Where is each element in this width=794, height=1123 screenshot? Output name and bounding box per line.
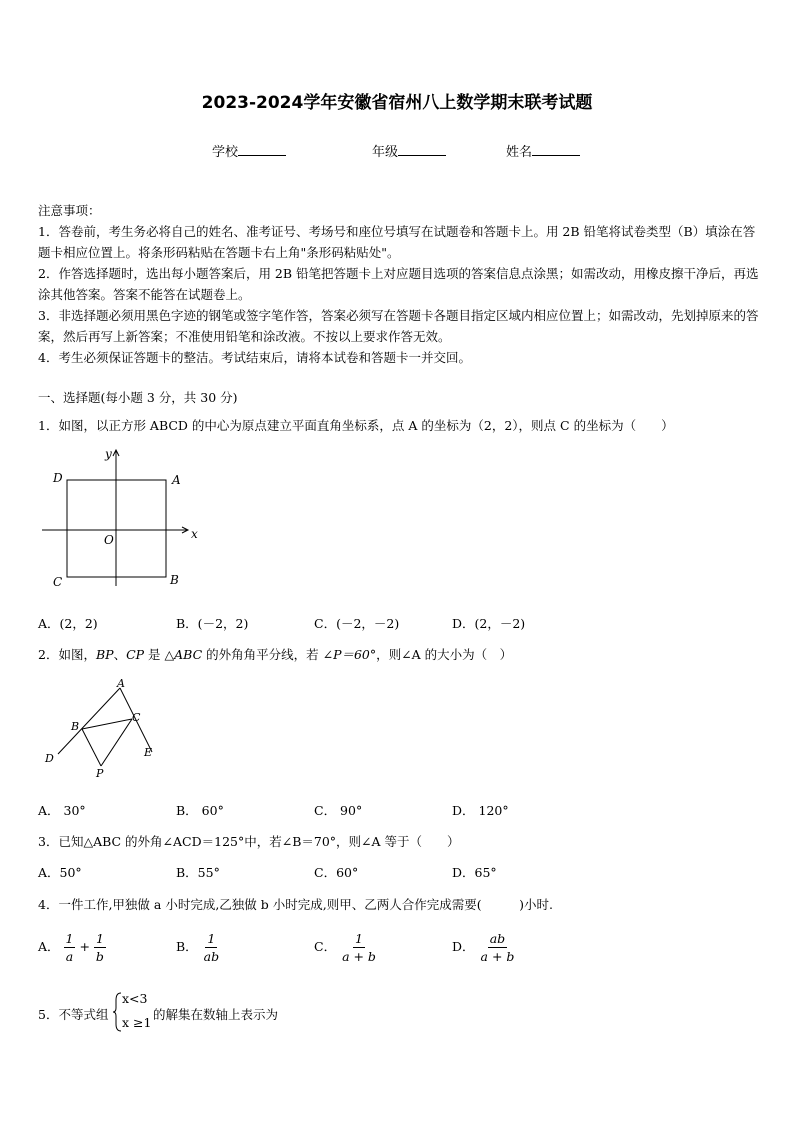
option	[314, 930, 378, 965]
q5-line1: x<3	[122, 991, 148, 1006]
numerator: 1	[207, 931, 216, 946]
point-p-label: P	[96, 767, 104, 780]
numerator: 1	[65, 931, 74, 946]
name-label: 姓名	[506, 145, 533, 160]
q2-pre: 2．如图，	[38, 647, 96, 662]
option	[38, 930, 106, 965]
denominator: a	[65, 949, 74, 964]
denominator: a + b	[342, 949, 376, 964]
q5-pre: 5．不等式组	[38, 1007, 109, 1022]
fraction	[340, 930, 378, 965]
option	[452, 930, 516, 965]
point-a-label: A	[117, 677, 125, 690]
question-4-text: 4．一件工作,甲独做 a 小时完成,乙独做 b 小时完成,则甲、乙两人合作完成需要( )小时.	[38, 897, 553, 912]
point-b-label: B	[71, 720, 80, 733]
q2-mid: 是	[144, 647, 165, 662]
numerator: ab	[489, 931, 506, 946]
q5-line2: x ≥1	[122, 1015, 152, 1030]
note-item: 4．考生必须保证答题卡的整洁。考试结束后，请将本试卷和答题卡一并交回。	[38, 350, 471, 365]
option-label: C．	[314, 939, 337, 954]
notes-heading: 注意事项：	[38, 203, 101, 218]
option: A．(2，2)	[38, 616, 98, 631]
plus-sign: +	[79, 939, 90, 954]
school-label: 学校	[212, 145, 239, 160]
option	[176, 930, 221, 965]
q2-tri: △ABC	[164, 647, 203, 662]
denominator: ab	[203, 949, 220, 964]
option: D．65°	[452, 865, 497, 880]
q2-sep: 、	[113, 647, 127, 662]
numerator: 1	[95, 931, 104, 946]
section-heading: 一、选择题(每小题 3 分，共 30 分)	[38, 390, 238, 405]
page-title: 2023-2024学年安徽省宿州八上数学期末联考试题	[201, 93, 593, 113]
question-2-figure	[38, 676, 168, 782]
note-item: 2．作答选择题时，选出每小题答案后，用 2B 铅笔把答题卡上对应题目选项的答案信息点涂黑；如需改动，用橡皮擦干净后，再选涂其他答案。答案不能答在试题卷上。	[38, 266, 759, 302]
note-item: 1．答卷前，考生务必将自己的姓名、准考证号、考场号和座位号填写在试题卷和答题卡上。用 2B 铅笔将试卷类型（B）填涂在答题卡相应位置上。将条形码粘贴在答题卡右上角"条形码粘贴处"。	[38, 224, 756, 260]
question-2-text	[38, 645, 512, 663]
q5-post: 的解集在数轴上表示为	[153, 1007, 279, 1022]
point-d-label: D	[45, 752, 54, 765]
line-c-p	[101, 719, 132, 766]
point-d-label: D	[53, 471, 63, 485]
point-c-label: C	[53, 575, 63, 589]
option: A．50°	[38, 865, 82, 880]
school-field	[212, 141, 286, 160]
grade-field	[372, 141, 446, 160]
point-b-label: B	[170, 573, 179, 587]
denominator: b	[95, 949, 104, 964]
school-blank	[238, 143, 286, 156]
line-a-d	[58, 688, 120, 754]
name-field	[506, 141, 580, 160]
option: C．(－2，－2)	[314, 616, 400, 631]
option: A． 30°	[38, 803, 86, 818]
option-label: D．	[452, 939, 475, 954]
option: B．55°	[176, 865, 220, 880]
y-label: y	[105, 447, 112, 461]
question-3-text: 3．已知△ABC 的外角∠ACD＝125°中，若∠B＝70°，则∠A 等于（ ）	[38, 834, 460, 849]
name-blank	[532, 143, 580, 156]
point-a-label: A	[172, 473, 181, 487]
denominator: a + b	[480, 949, 515, 964]
note-item: 3．非选择题必须用黑色字迹的钢笔或签字笔作答，答案必须写在答题卡各题目指定区域内相应位置上；如需改动，先划掉原来的答案，然后再写上新答案；不准使用铅笔和涂改液。不按以上要求作答无效。	[38, 308, 759, 344]
fraction	[64, 930, 76, 965]
question-1-figure	[38, 446, 208, 592]
fraction	[202, 930, 221, 965]
grade-label: 年级	[372, 145, 399, 160]
option: C．60°	[314, 865, 359, 880]
numerator: 1	[355, 931, 363, 946]
grade-blank	[398, 143, 446, 156]
x-label: x	[191, 527, 198, 541]
q2-cp: CP	[126, 647, 145, 662]
q2-mid2: 的外角角平分线，若	[202, 647, 323, 662]
option: D． 120°	[452, 803, 509, 818]
question-1-text: 1．如图，以正方形 ABCD 的中心为原点建立平面直角坐标系，点 A 的坐标为（2，2），则点 C 的坐标为（ ）	[38, 418, 674, 433]
notes	[38, 200, 760, 368]
fraction	[94, 930, 106, 965]
option: C． 90°	[314, 803, 363, 818]
option-label: A．	[38, 939, 60, 954]
point-e-label: E	[144, 746, 153, 759]
option: B． 60°	[176, 803, 224, 818]
q2-post: ，则∠A 的大小为（ ）	[376, 647, 513, 662]
point-c-label: C	[132, 711, 141, 724]
line-b-p	[82, 729, 101, 766]
origin-label: O	[104, 533, 114, 547]
fraction	[479, 930, 517, 965]
q2-cond: ∠P＝60°	[322, 647, 377, 662]
option-label: B．	[176, 939, 198, 954]
option: B．(－2，2)	[176, 616, 249, 631]
q2-bp: BP	[95, 647, 114, 662]
option: D．(2，－2)	[452, 616, 526, 631]
